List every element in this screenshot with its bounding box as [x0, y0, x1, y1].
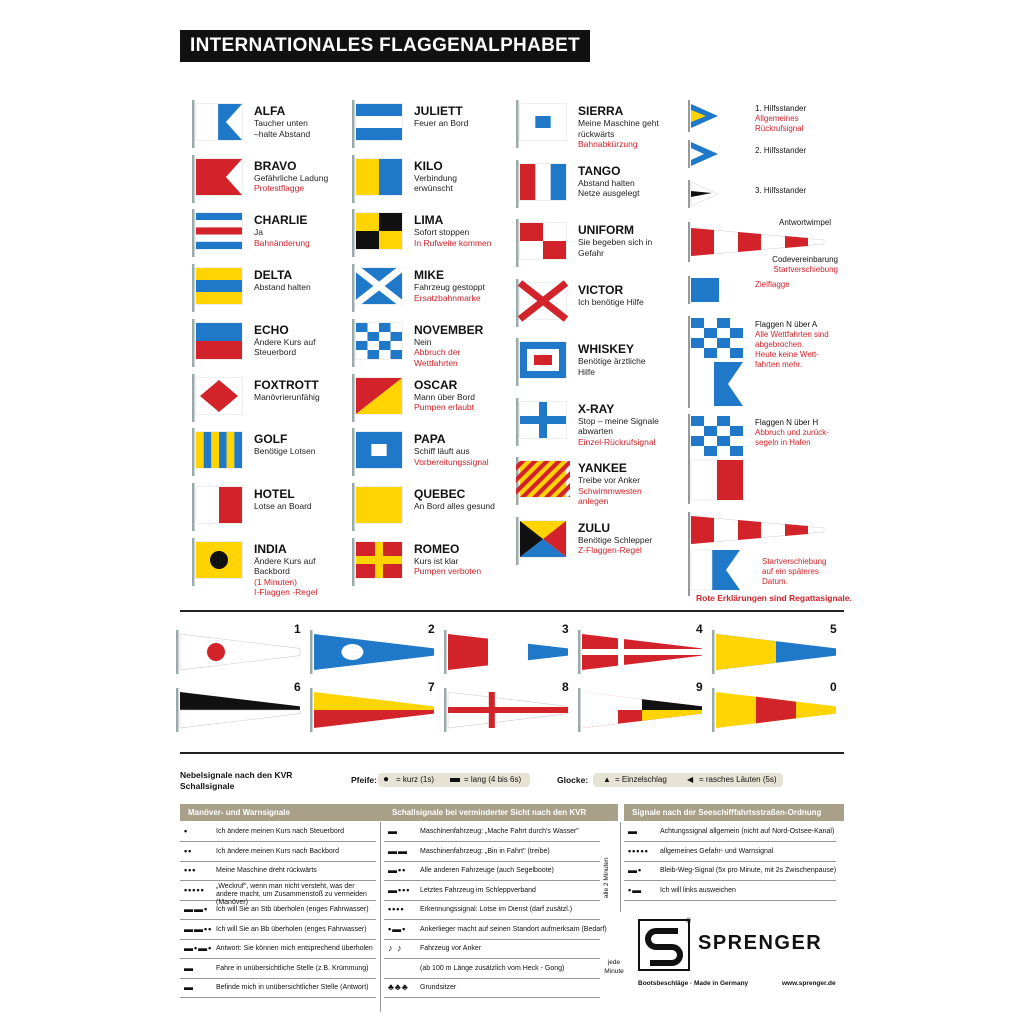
brand-tagline: Bootsbeschläge · Made in Germany [638, 980, 749, 987]
flag-mike [352, 264, 406, 312]
flag-name: SIERRA [578, 104, 624, 118]
n-over-a-flags [688, 316, 748, 408]
flag-meaning: Gefährliche Ladung [254, 172, 329, 183]
signal-meaning: Maschinenfahrzeug: „Mache Fahrt durch's Wasser" [420, 828, 579, 835]
signal-code: ▬▬ [388, 845, 408, 856]
pennant-number: 5 [830, 622, 837, 636]
postponement-label: Startverschiebung auf ein späteres Datum. [762, 557, 827, 586]
regatta-meaning: anlegen [578, 496, 609, 506]
table-row [624, 822, 836, 842]
pennant-number: 2 [428, 622, 435, 636]
bell-legend: ▲ = Einzelschlag ◀ = rasches Läuten (5s) [593, 773, 783, 787]
table-row [384, 900, 600, 920]
signal-meaning: Ich will links ausweichen [660, 886, 736, 894]
flag-meaning: Sofort stoppen [414, 227, 470, 238]
signal-meaning: Achtungssignal allgemein (nicht auf Nord-Ostsee-Kanal) [660, 828, 835, 835]
pennant-number: 8 [562, 680, 569, 694]
regatta-meaning: Abbruch der [414, 347, 461, 358]
signal-code: ▬▬• [184, 904, 209, 914]
flag-whiskey [516, 338, 570, 386]
flag-name: TANGO [578, 163, 621, 178]
number-pennant-0 [712, 688, 842, 732]
flag-name: QUEBEC [414, 486, 466, 501]
signal-meaning: allgemeines Gefahr- und Warnsignal [660, 847, 774, 855]
table-row [624, 861, 836, 881]
flag-november [352, 319, 406, 367]
flag-meaning: An Bord alles gesund [414, 500, 495, 511]
flag-india [192, 538, 246, 586]
flag-name: FOXTROTT [254, 377, 319, 392]
signal-code: ▬ [184, 982, 194, 992]
signal-meaning: (ab 100 m Länge zusätzlich vom Heck - Gong) [420, 964, 565, 972]
flag-name: JULIETT [414, 104, 463, 118]
page-title: INTERNATIONALES FLAGGENALPHABET [180, 30, 590, 62]
flag-tango [516, 160, 570, 208]
table-row [384, 978, 600, 998]
flag-meaning: rückwärts [578, 128, 615, 139]
third-substitute-label: 3. Hilfsstander [755, 186, 807, 195]
flag-meaning: Netze ausgelegt [578, 188, 640, 198]
flag-alfa [192, 100, 246, 148]
signal-code: ▬•• [388, 865, 407, 875]
signal-code: ▬ [184, 962, 194, 973]
flag-meaning: Abstand halten [578, 177, 635, 188]
pennant-number: 6 [294, 680, 301, 694]
code-label: Codevereinbarung Startverschiebung [772, 255, 838, 274]
flag-name: DELTA [254, 268, 293, 283]
table-row [180, 920, 376, 940]
number-pennant-4 [578, 630, 708, 674]
flag-echo [192, 319, 246, 367]
signal-meaning: Fahre in unübersichtliche Stelle (z.B. Krümmung) [216, 964, 369, 972]
second-substitute-flag [688, 140, 728, 168]
flag-meaning: abwarten [578, 426, 613, 436]
flag-name: WHISKEY [578, 342, 635, 356]
number-pennant-9 [578, 688, 708, 732]
flag-name: HOTEL [254, 486, 295, 501]
flag-name: INDIA [254, 541, 287, 556]
regatta-meaning: Z-Flaggen-Regel [578, 545, 642, 555]
flag-delta [192, 264, 246, 312]
flag-name: KILO [414, 158, 443, 173]
first-substitute-label: 1. Hilfsstander Allgemeines Rückrufsignal [755, 104, 807, 133]
flag-charlie [192, 209, 246, 257]
flag-name: VICTOR [578, 282, 624, 297]
bell-label: Glocke: [557, 775, 589, 785]
signal-code: •▬• [388, 923, 407, 934]
flag-name: PAPA [414, 432, 446, 447]
signal-code: ♪ ♪ [388, 943, 403, 953]
signal-meaning: Fahrzeug vor Anker [420, 945, 482, 952]
flag-golf [192, 428, 246, 476]
flag-meaning: Kurs ist klar [414, 555, 459, 566]
regatta-meaning: Pumpen verboten [414, 566, 482, 577]
table-row [180, 842, 376, 862]
flag-xray [516, 398, 570, 446]
signal-meaning: Befinde mich in unübersichtlicher Stelle (Antwort) [216, 984, 369, 991]
number-pennant-3 [444, 630, 574, 674]
signal-meaning: Antwort: Sie können mich entsprechend überholen [216, 945, 373, 952]
table-header-maneuver: Manöver- und Warnsignale [180, 804, 384, 821]
number-pennant-5 [712, 630, 842, 674]
regatta-meaning: (1 Minuten) [254, 576, 297, 587]
signal-code: •••• [388, 904, 405, 914]
table-row [384, 861, 600, 881]
flag-meaning: Meine Maschine geht [578, 118, 659, 128]
flag-meaning: Abstand halten [254, 282, 311, 293]
table-row [624, 842, 836, 862]
pennant-number: 3 [562, 622, 569, 636]
regatta-meaning: Bahnänderung [254, 237, 310, 248]
table-row [180, 900, 376, 920]
number-pennant-2 [310, 630, 440, 674]
flag-name: MIKE [414, 268, 444, 283]
regatta-meaning: Vorbereitungssignal [414, 456, 489, 467]
signal-code: ▬ [388, 826, 398, 836]
regatta-meaning: Pumpen erlaubt [414, 402, 475, 412]
whistle-legend: ● = kurz (1s) = lang (4 bis 6s) [378, 773, 530, 787]
flag-meaning: Ändere Kurs auf [254, 555, 316, 566]
brand-name: SPRENGER [698, 932, 823, 954]
flag-meaning: Benötige Schlepper [578, 534, 653, 545]
signal-code: ▬ [628, 826, 638, 836]
answer-pennant-label: Antwortwimpel [779, 218, 832, 227]
table-row [384, 920, 607, 940]
flag-meaning: Ich benötige Hilfe [578, 296, 644, 307]
flag-lima [352, 209, 406, 257]
flag-meaning: Hilfe [578, 366, 596, 377]
number-pennant-7 [310, 688, 440, 732]
flag-name: NOVEMBER [414, 322, 484, 337]
divider-bottom [180, 752, 844, 754]
table-row [180, 861, 376, 881]
signal-meaning: Maschinenfahrzeug: „Bin in Fahrt" (treibe) [420, 847, 550, 855]
n-over-a-label: Flaggen N über A Alle Wettfahrten sind abgebrochen. Heute keine Wett- fahrten mehr. [755, 320, 829, 369]
brand-url: www.sprenger.de [782, 980, 836, 987]
flag-romeo [352, 538, 406, 586]
flag-meaning: Mann über Bord [414, 391, 475, 402]
finish-flag-label: Zielflagge [755, 280, 790, 289]
table-row [384, 881, 600, 901]
table-row [180, 939, 376, 959]
signal-meaning: Alle anderen Fahrzeuge (auch Segelboote) [420, 867, 554, 874]
table-row [180, 881, 376, 906]
signal-code: ••••• [184, 884, 205, 895]
flag-uniform [516, 219, 570, 267]
signal-meaning: „Weckruf", wenn man nicht versteht, was der andere macht, um Zusammenstoß zu vermeiden (Manöver) [216, 882, 367, 906]
signal-meaning: Ich will Sie an Bb überholen (enges Fahrwasser) [216, 925, 367, 933]
regatta-note: Rote Erklärungen sind Regattasignale. [696, 593, 852, 603]
flag-meaning: Ja [254, 227, 263, 238]
flag-sierra [516, 100, 570, 148]
signal-code: ♣♣♣ [388, 982, 409, 992]
flag-meaning: erwünscht [414, 183, 453, 194]
flag-meaning: Treibe vor Anker [578, 475, 641, 485]
signal-code: ▬••• [388, 884, 411, 895]
pennant-number: 7 [428, 680, 435, 694]
table-row [624, 881, 836, 901]
flag-kilo [352, 155, 406, 203]
number-pennant-8 [444, 688, 574, 732]
signal-meaning: Ich ändere meinen Kurs nach Steuerbord [216, 828, 345, 835]
table-row [180, 959, 376, 979]
flag-victor [516, 279, 570, 327]
regatta-meaning: Einzel-Rückrufsignal [578, 436, 656, 447]
whistle-label: Pfeife: [351, 775, 377, 785]
finish-flag [688, 276, 722, 304]
flag-meaning: Ändere Kurs auf [254, 336, 316, 347]
signal-code: ••• [184, 865, 197, 875]
n-over-h-label: Flaggen N über H Abbruch und zurück- segeln in Hafen [755, 418, 829, 447]
flag-yankee [516, 457, 570, 505]
table-row [180, 978, 376, 998]
flag-meaning: Schiff läuft aus [414, 446, 470, 457]
pennant-number: 1 [294, 622, 301, 636]
regatta-meaning: Wettfahrten [414, 357, 458, 368]
signal-code: •▬ [628, 884, 643, 895]
flag-meaning: Manövrierunfähig [254, 391, 320, 402]
signal-meaning: Meine Maschine dreht rückwärts [216, 867, 317, 874]
flag-meaning: Lotse an Board [254, 500, 312, 511]
flag-zulu [516, 517, 570, 565]
flag-meaning: Nein [414, 336, 432, 347]
pennant-number: 4 [696, 622, 703, 636]
flag-meaning: Gefahr [578, 247, 604, 258]
flag-meaning: Benötige ärztliche [578, 356, 646, 366]
signal-meaning: Erkennungssignal: Lotse im Dienst (darf zusätzl.) [420, 906, 573, 913]
regatta-meaning: I-Flaggen -Regel [254, 587, 318, 598]
regatta-meaning: Protestflagge [254, 183, 305, 194]
signal-code: ••••• [628, 845, 649, 856]
signal-code: •• [184, 845, 193, 856]
flag-name: CHARLIE [254, 213, 308, 228]
flag-meaning: Taucher unten [254, 118, 308, 128]
number-pennant-6 [176, 688, 306, 732]
flag-name: UNIFORM [578, 223, 634, 237]
flag-meaning: Sie begeben sich in [578, 237, 653, 247]
signal-meaning: Ich will Sie an Stb überholen (enges Fahrwasser) [216, 906, 369, 913]
flag-quebec [352, 483, 406, 531]
n-over-h-flags [688, 414, 748, 504]
regatta-meaning: Schwimmwesten [578, 485, 642, 496]
flag-meaning: –halte Abstand [254, 128, 311, 139]
flag-name: ZULU [578, 520, 610, 535]
regatta-meaning: Ersatzbahnmarke [414, 292, 481, 303]
flag-name: ECHO [254, 322, 289, 337]
table-row [384, 822, 600, 842]
flag-bravo [192, 155, 246, 203]
flag-papa [352, 428, 406, 476]
flag-name: ALFA [254, 104, 286, 118]
registered-mark: ® [686, 918, 692, 925]
third-substitute-flag [688, 180, 728, 208]
flag-meaning: Stop – meine Signale [578, 415, 659, 426]
flag-foxtrott [192, 374, 246, 422]
table-row [384, 959, 600, 979]
flag-hotel [192, 483, 246, 531]
flag-meaning: Benötige Lotsen [254, 446, 316, 457]
signal-meaning: Grundsitzer [420, 984, 457, 991]
table-row [384, 842, 600, 862]
flag-name: ROMEO [414, 541, 460, 556]
flag-meaning: Fahrzeug gestoppt [414, 282, 485, 293]
every-2-minutes-label: alle 2 Minuten [603, 857, 610, 899]
signal-meaning: Bleib-Weg-Signal (5x pro Minute, mit 2s Zwischenpause) [660, 867, 837, 874]
signal-meaning: Ich ändere meinen Kurs nach Backbord [216, 847, 339, 855]
every-minute-label: jede Minute [604, 959, 624, 975]
flag-name: YANKEE [578, 461, 627, 475]
signal-code: ▬▬•• [184, 923, 213, 934]
divider-top [180, 610, 844, 612]
second-substitute-label: 2. Hilfsstander [755, 146, 807, 155]
sound-title: Nebelsignale nach den KVR Schallsignale [180, 770, 293, 791]
signal-meaning: Ankerlieger macht auf seinen Standort aufmerksam (Bedarf) [420, 925, 607, 933]
flag-juliett [352, 100, 406, 148]
first-substitute-flag [688, 100, 728, 132]
table-row [180, 822, 376, 842]
signal-code: • [184, 826, 189, 836]
table-header-kvr: Schallsignale bei verminderter Sicht nach den KVR [384, 804, 618, 821]
signal-code: ▬•▬• [184, 943, 213, 953]
regatta-meaning: Bahnabkürzung [578, 139, 638, 149]
flag-name: GOLF [254, 432, 288, 447]
signal-code: ▬• [628, 865, 643, 875]
table-row [384, 939, 600, 959]
flag-meaning: Steuerbord [254, 347, 297, 358]
flag-meaning: Feuer an Bord [414, 118, 469, 128]
flag-name: BRAVO [254, 158, 297, 173]
bell-icon: ▲ [603, 775, 611, 784]
flag-name: OSCAR [414, 377, 458, 392]
flag-name: LIMA [414, 213, 444, 228]
flag-oscar [352, 374, 406, 422]
pennant-number: 9 [696, 680, 703, 694]
bell-ring-icon: ◀ [687, 775, 694, 784]
flag-meaning: Backbord [254, 566, 290, 577]
number-pennant-1 [176, 630, 306, 674]
flag-name: X-RAY [578, 401, 615, 416]
sprenger-logo-icon [638, 919, 690, 971]
signal-meaning: Letztes Fahrzeug im Schleppverband [420, 886, 536, 894]
regatta-meaning: In Rufweite kommen [414, 237, 492, 248]
table-header-sswo: Signale nach der Seeschifffahrtsstraßen-Ordnung [624, 804, 844, 821]
flag-meaning: Verbindung [414, 172, 458, 183]
table-divider [380, 822, 381, 1012]
pennant-number: 0 [830, 680, 837, 694]
